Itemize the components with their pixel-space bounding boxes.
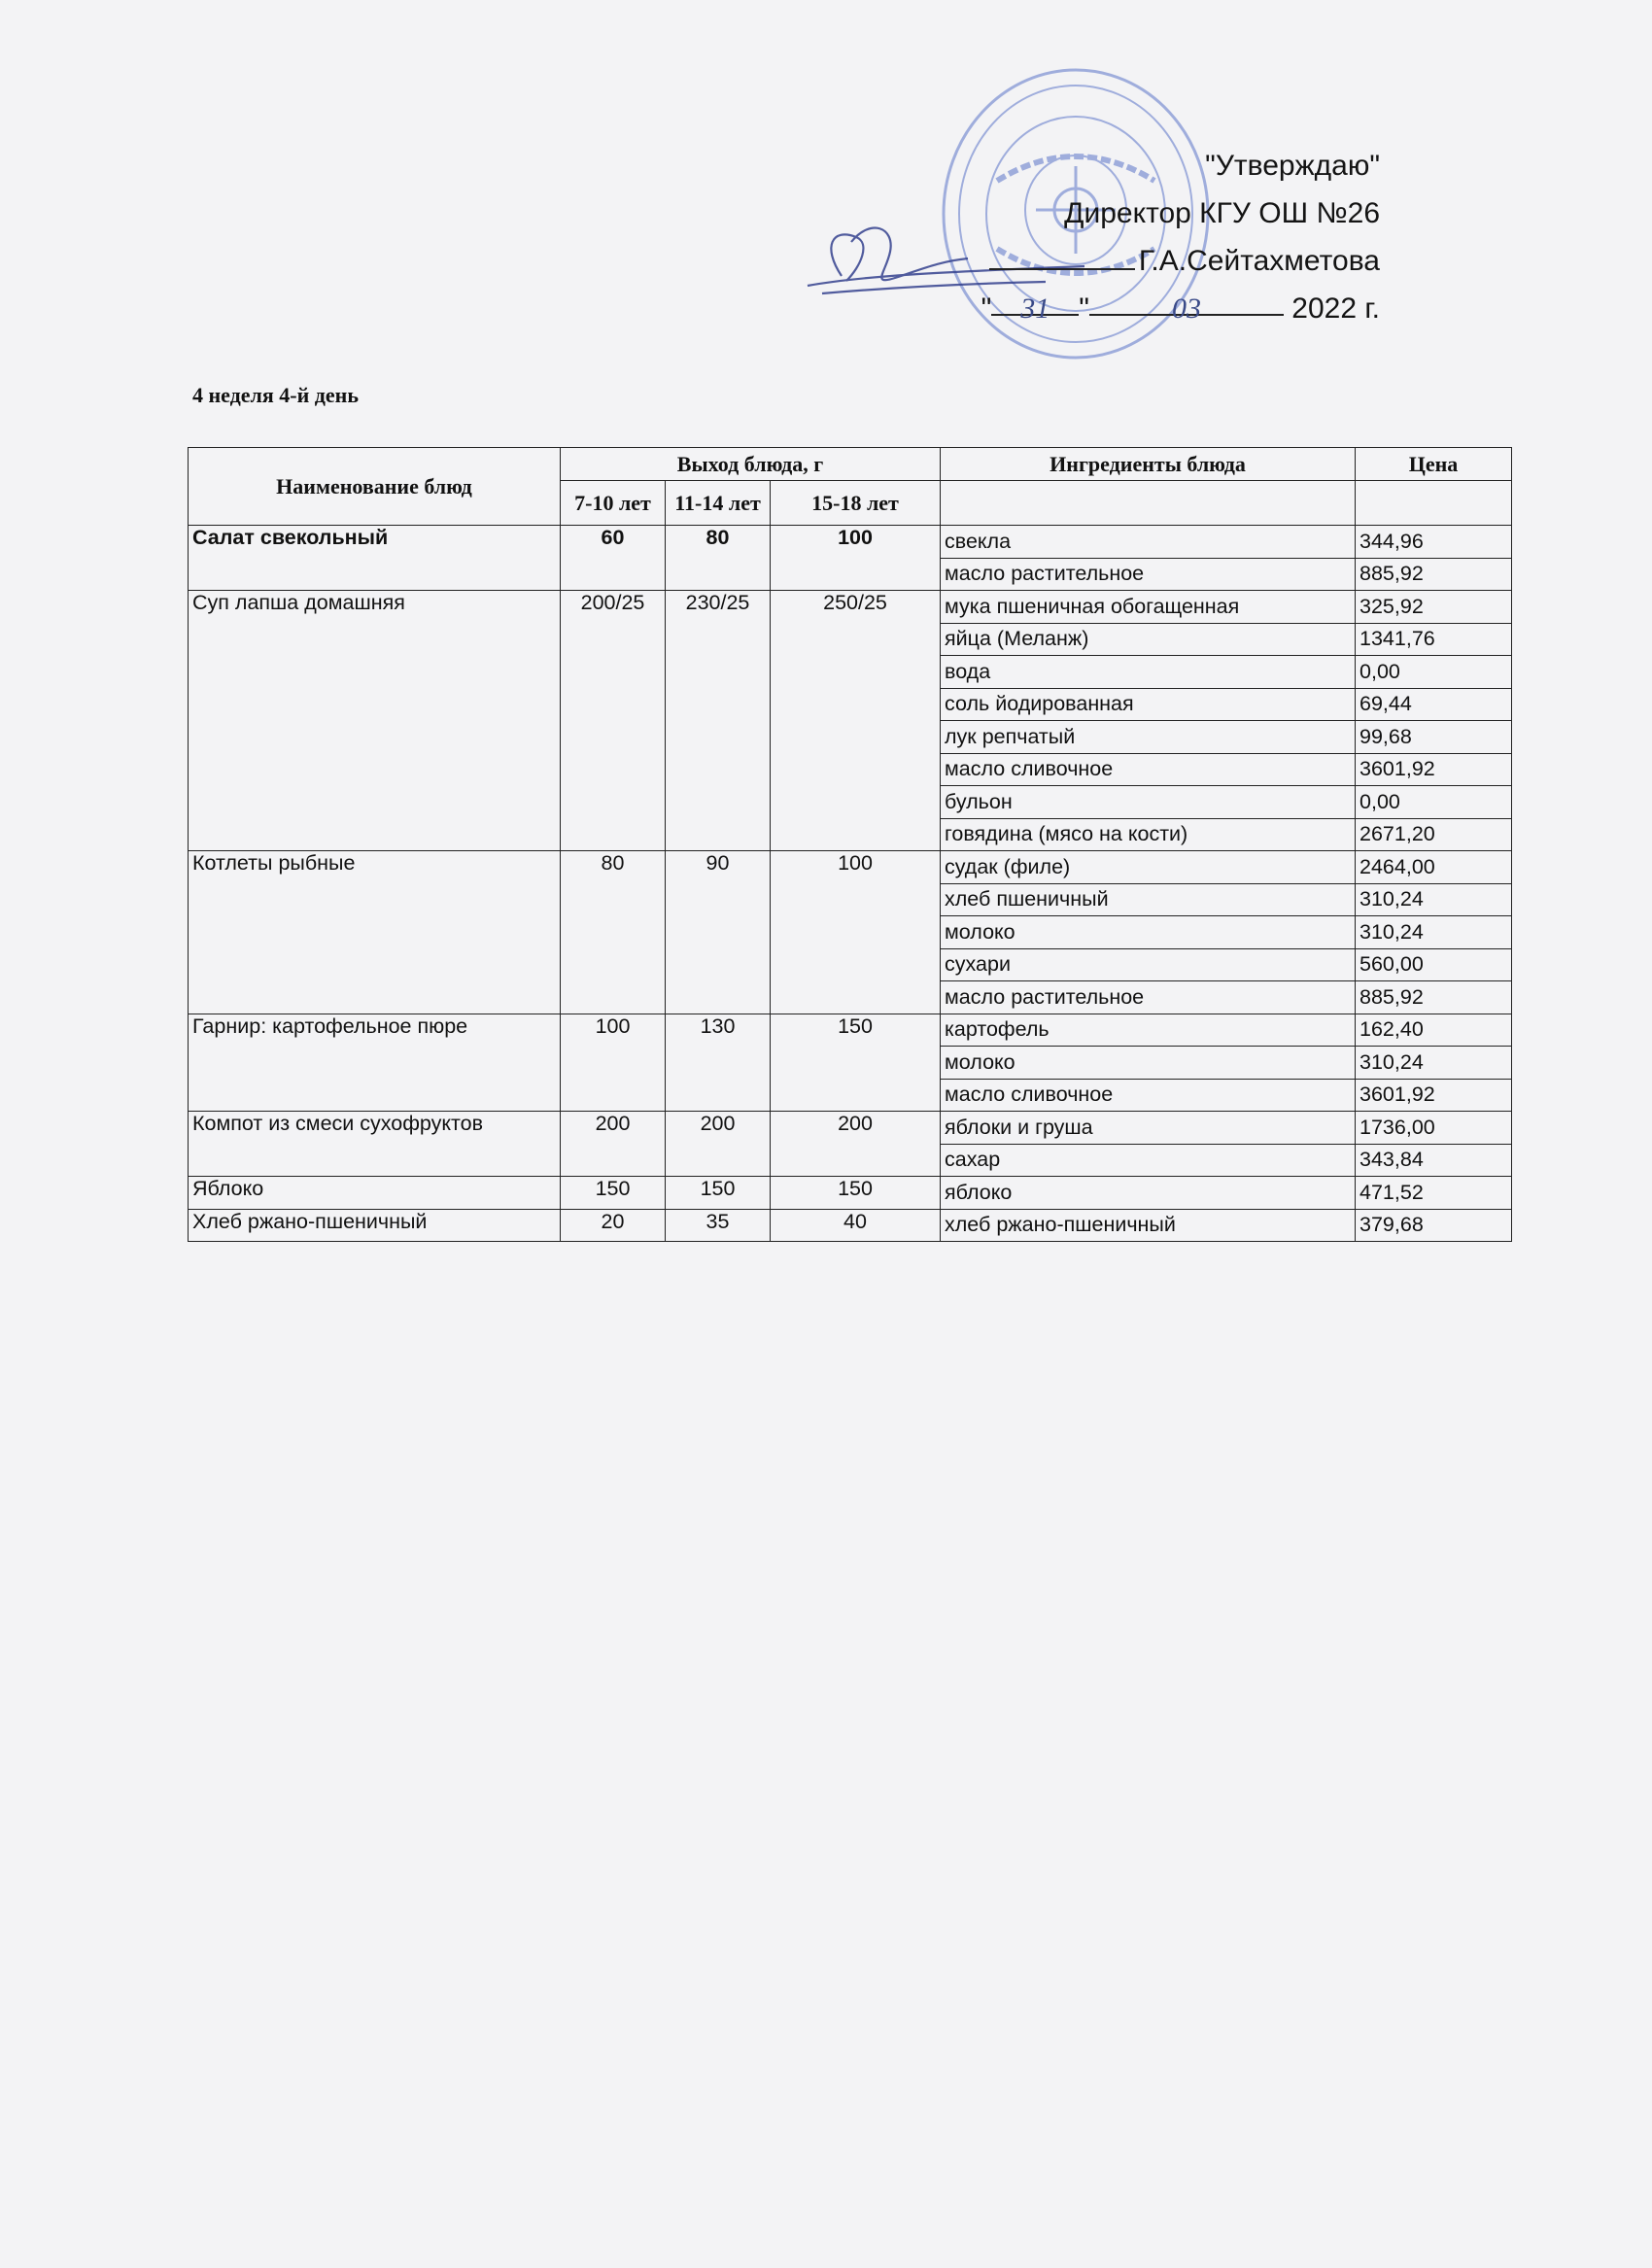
date-quote-close: " [1079,292,1089,325]
date-year: 2022 г. [1291,292,1380,325]
ingredient-price: 471,52 [1356,1177,1512,1210]
dish-name: Котлеты рыбные [189,851,561,1014]
ingredient-price: 69,44 [1356,688,1512,721]
output-7-10: 200 [561,1112,666,1177]
ingredient-name: соль йодированная [941,688,1356,721]
header-output: Выход блюда, г [561,448,941,481]
output-15-18: 250/25 [771,591,941,851]
output-15-18: 150 [771,1014,941,1112]
ingredient-name: сухари [941,948,1356,981]
ingredient-name: бульон [941,786,1356,819]
output-11-14: 150 [666,1177,771,1210]
ingredient-price: 3601,92 [1356,753,1512,786]
dish-name: Хлеб ржано-пшеничный [189,1209,561,1242]
approval-date [972,285,1380,332]
ingredient-price: 3601,92 [1356,1079,1512,1112]
ingredient-price: 885,92 [1356,558,1512,591]
ingredient-price: 325,92 [1356,591,1512,624]
ingredient-name: яблоко [941,1177,1356,1210]
ingredient-name: говядина (мясо на кости) [941,818,1356,851]
ingredient-price: 1736,00 [1356,1112,1512,1145]
table-row [189,1209,1512,1242]
ingredient-name: свекла [941,526,1356,559]
output-7-10: 100 [561,1014,666,1112]
director-name: Г.А.Сейтахметова [1138,245,1380,277]
date-day: 31 [991,285,1079,316]
output-7-10: 200/25 [561,591,666,851]
header-ingredients: Ингредиенты блюда [941,448,1356,481]
output-15-18: 40 [771,1209,941,1242]
ingredient-name: масло сливочное [941,1079,1356,1112]
ingredient-price: 2464,00 [1356,851,1512,884]
ingredient-name: мука пшеничная обогащенная [941,591,1356,624]
table-row [189,1014,1512,1047]
signature-line [989,243,1135,270]
output-7-10: 20 [561,1209,666,1242]
ingredient-price: 379,68 [1356,1209,1512,1242]
output-15-18: 100 [771,851,941,1014]
output-11-14: 80 [666,526,771,591]
table-row [189,1177,1512,1210]
table-row [189,526,1512,559]
ingredient-price: 0,00 [1356,656,1512,689]
output-15-18: 150 [771,1177,941,1210]
output-11-14: 200 [666,1112,771,1177]
output-15-18: 200 [771,1112,941,1177]
date-quote-open: " [981,292,992,325]
output-11-14: 35 [666,1209,771,1242]
ingredient-price: 310,24 [1356,1047,1512,1080]
header-dish: Наименование блюд [189,448,561,526]
ingredient-name: молоко [941,916,1356,949]
ingredient-price: 99,68 [1356,721,1512,754]
ingredient-name: судак (филе) [941,851,1356,884]
table-row [189,1112,1512,1145]
ingredient-price: 310,24 [1356,883,1512,916]
ingredient-price: 560,00 [1356,948,1512,981]
header-price: Цена [1356,448,1512,481]
ingredient-price: 310,24 [1356,916,1512,949]
dish-name: Салат свекольный [189,526,561,591]
ingredient-price: 0,00 [1356,786,1512,819]
dish-name: Яблоко [189,1177,561,1210]
ingredient-name: яйца (Меланж) [941,623,1356,656]
date-month: 03 [1089,285,1284,316]
output-11-14: 90 [666,851,771,1014]
ingredient-name: масло сливочное [941,753,1356,786]
director-name-line [972,237,1380,285]
header-ingredients-blank [941,481,1356,526]
table-row [189,851,1512,884]
ingredient-name: хлеб пшеничный [941,883,1356,916]
ingredient-price: 162,40 [1356,1014,1512,1047]
ingredient-price: 344,96 [1356,526,1512,559]
approval-title: "Утверждаю" [1205,150,1380,182]
dish-name: Компот из смеси сухофруктов [189,1112,561,1177]
output-7-10: 80 [561,851,666,1014]
header-age-15-18: 15-18 лет [771,481,941,526]
output-11-14: 130 [666,1014,771,1112]
menu-table [188,447,1512,1242]
output-11-14: 230/25 [666,591,771,851]
ingredient-price: 343,84 [1356,1144,1512,1177]
ingredient-name: масло растительное [941,558,1356,591]
ingredient-name: сахар [941,1144,1356,1177]
dish-name: Суп лапша домашняя [189,591,561,851]
ingredient-name: молоко [941,1047,1356,1080]
ingredient-name: хлеб ржано-пшеничный [941,1209,1356,1242]
menu-body [189,526,1512,1242]
header-price-blank [1356,481,1512,526]
ingredient-name: картофель [941,1014,1356,1047]
output-15-18: 100 [771,526,941,591]
approval-block [972,142,1380,332]
table-row [189,591,1512,624]
ingredient-name: яблоки и груша [941,1112,1356,1145]
ingredient-price: 885,92 [1356,981,1512,1014]
week-day-title: 4 неделя 4-й день [192,383,359,407]
output-7-10: 150 [561,1177,666,1210]
ingredient-price: 2671,20 [1356,818,1512,851]
ingredient-name: лук репчатый [941,721,1356,754]
header-age-11-14: 11-14 лет [666,481,771,526]
ingredient-name: масло растительное [941,981,1356,1014]
ingredient-name: вода [941,656,1356,689]
ingredient-price: 1341,76 [1356,623,1512,656]
header-age-7-10: 7-10 лет [561,481,666,526]
output-7-10: 60 [561,526,666,591]
director-position: Директор КГУ ОШ №26 [1064,197,1380,229]
dish-name: Гарнир: картофельное пюре [189,1014,561,1112]
